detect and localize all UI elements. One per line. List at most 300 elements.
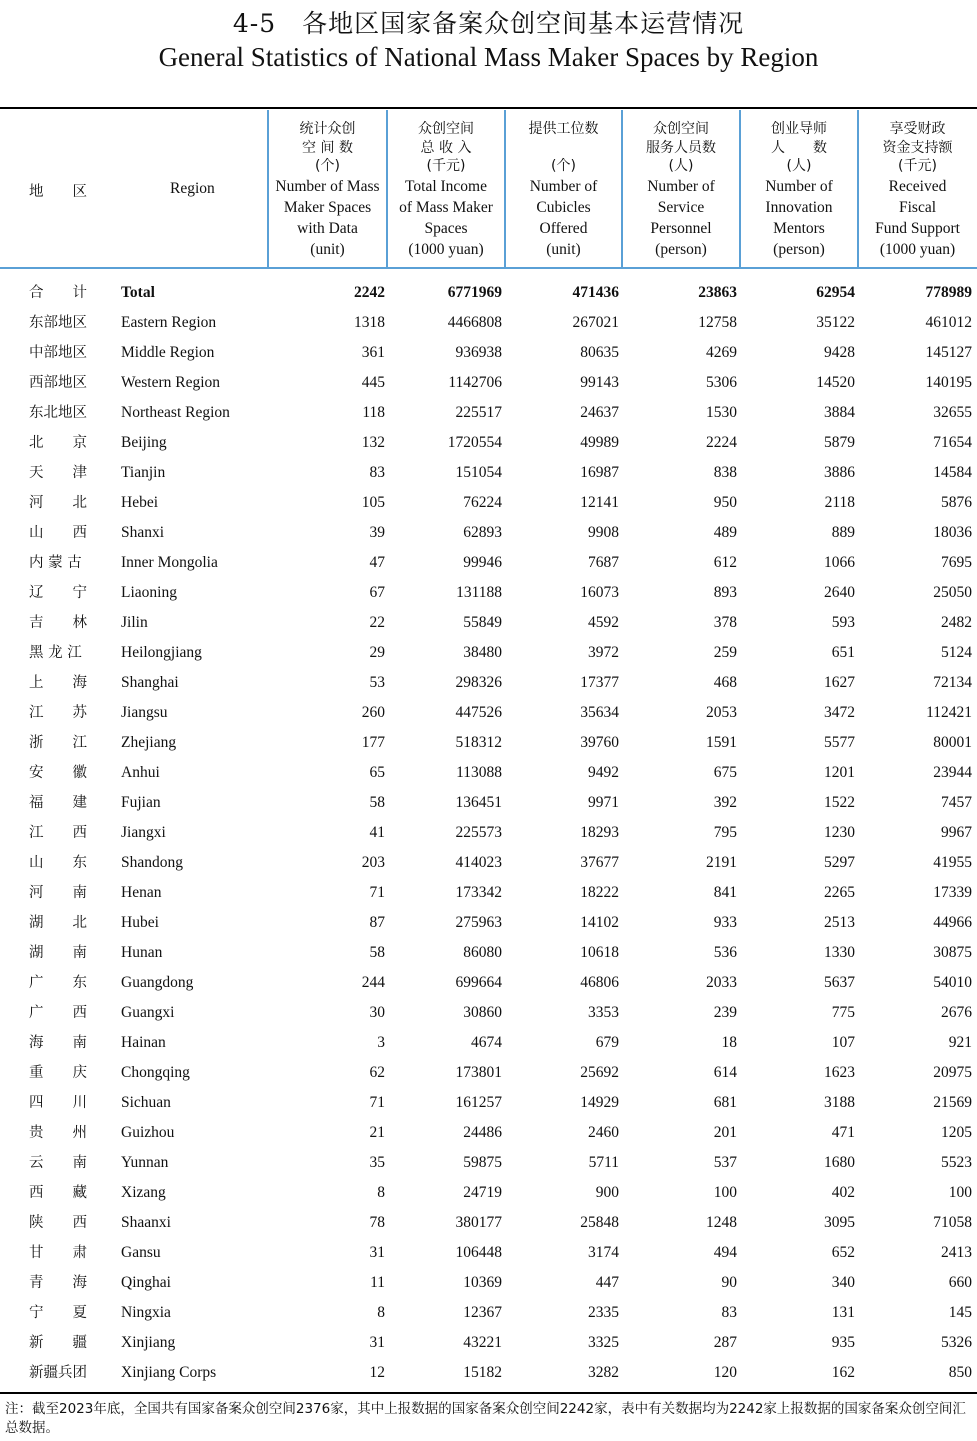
cell-count: 29	[369, 644, 385, 661]
cell-mentors: 35122	[816, 314, 855, 331]
page-title-cn: 4-5 各地区国家备案众创空间基本运营情况	[232, 9, 745, 38]
cell-count: 203	[361, 854, 385, 871]
region-en: Liaoning	[121, 584, 177, 601]
region-cn: 天 津	[29, 465, 87, 481]
cell-fund: 21569	[933, 1094, 972, 1111]
cell-count: 47	[369, 554, 385, 571]
table-row	[0, 908, 977, 938]
cell-fund: 18036	[933, 524, 972, 541]
cell-mentors: 131	[831, 1304, 855, 1321]
cell-cubicles: 16073	[580, 584, 619, 601]
table-row	[0, 608, 977, 638]
column-header-income	[387, 110, 505, 268]
cell-count: 177	[361, 734, 385, 751]
cell-personnel: 893	[713, 584, 737, 601]
cell-fund: 7695	[941, 554, 972, 571]
region-cn: 湖 北	[29, 915, 87, 931]
cell-mentors: 1522	[824, 794, 855, 811]
table-row	[0, 1148, 977, 1178]
cell-mentors: 9428	[824, 344, 855, 361]
cell-income: 699664	[455, 974, 502, 991]
cell-personnel: 612	[713, 554, 737, 571]
cell-income: 161257	[455, 1094, 502, 1111]
region-cn: 青 海	[29, 1275, 87, 1291]
cell-count: 78	[369, 1214, 385, 1231]
cell-mentors: 3188	[824, 1094, 855, 1111]
table-row	[0, 458, 977, 488]
cell-personnel: 18	[721, 1034, 737, 1051]
cell-personnel: 795	[713, 824, 737, 841]
region-cn: 广 西	[29, 1005, 87, 1021]
cell-personnel: 681	[713, 1094, 737, 1111]
cell-mentors: 5577	[824, 734, 855, 751]
cell-income: 113088	[456, 764, 502, 781]
cell-fund: 9967	[941, 824, 972, 841]
cell-mentors: 2265	[824, 884, 855, 901]
footnote: 注：截至2023年底，全国共有国家备案众创空间2376家，其中上报数据的国家备案众创空间2242家，表中有关数据均为2242家上报数据的国家备案众创空间汇总数据。	[5, 1401, 966, 1436]
table-row	[0, 548, 977, 578]
column-header-mentors	[740, 110, 858, 268]
region-cn: 宁 夏	[29, 1305, 87, 1321]
cell-fund: 145127	[925, 344, 972, 361]
cell-income: 6771969	[447, 284, 502, 301]
region-cn: 吉 林	[29, 615, 87, 631]
cell-income: 380177	[455, 1214, 502, 1231]
cell-mentors: 162	[831, 1364, 855, 1381]
table-row	[0, 308, 977, 338]
region-en: Ningxia	[121, 1304, 171, 1321]
region-cn: 新疆兵团	[29, 1365, 87, 1381]
cell-personnel: 4269	[706, 344, 737, 361]
cell-income: 106448	[455, 1244, 502, 1261]
cell-personnel: 201	[713, 1124, 737, 1141]
table-row	[0, 1118, 977, 1148]
region-en: Qinghai	[121, 1274, 171, 1291]
cell-fund: 14584	[933, 464, 972, 481]
region-en: Xinjiang	[121, 1334, 176, 1351]
cell-income: 55849	[463, 614, 502, 631]
region-cn: 新 疆	[29, 1335, 87, 1351]
cell-income: 99946	[463, 554, 502, 571]
cell-income: 24719	[463, 1184, 502, 1201]
cell-fund: 44966	[933, 914, 972, 931]
header-region-cn: 地 区	[29, 184, 87, 200]
cell-mentors: 889	[831, 524, 855, 541]
region-en: Yunnan	[121, 1154, 169, 1171]
cell-fund: 660	[948, 1274, 972, 1291]
table-row	[0, 368, 977, 398]
cell-fund: 20975	[933, 1064, 972, 1081]
region-cn: 西部地区	[29, 375, 87, 391]
cell-fund: 2482	[941, 614, 972, 631]
cell-income: 518312	[455, 734, 502, 751]
cell-fund: 54010	[933, 974, 972, 991]
column-header-cn: 创业导师 人 数 (人)	[771, 121, 827, 174]
region-en: Jiangsu	[121, 704, 168, 721]
cell-count: 71	[369, 884, 385, 901]
column-header-en: Number of Innovation Mentors (person)	[765, 177, 833, 258]
region-en: Chongqing	[121, 1064, 190, 1081]
cell-income: 4466808	[447, 314, 502, 331]
region-cn: 湖 南	[29, 945, 87, 961]
cell-count: 118	[362, 404, 385, 421]
cell-mentors: 402	[831, 1184, 855, 1201]
region-en: Western Region	[121, 374, 221, 391]
cell-income: 936938	[455, 344, 502, 361]
table-row	[0, 1058, 977, 1088]
cell-count: 58	[369, 944, 385, 961]
table-row	[0, 938, 977, 968]
table-row	[0, 1178, 977, 1208]
cell-personnel: 23863	[698, 284, 737, 301]
region-cn: 辽 宁	[29, 585, 87, 601]
region-cn: 山 西	[29, 525, 87, 541]
top-rule	[0, 107, 977, 109]
cell-cubicles: 5711	[588, 1154, 619, 1171]
cell-mentors: 1623	[824, 1064, 855, 1081]
cell-fund: 100	[948, 1184, 972, 1201]
region-cn: 东北地区	[29, 405, 87, 421]
cell-fund: 32655	[933, 404, 972, 421]
region-en: Xizang	[121, 1184, 166, 1201]
cell-fund: 72134	[933, 674, 972, 691]
cell-fund: 71058	[933, 1214, 972, 1231]
cell-mentors: 2513	[824, 914, 855, 931]
cell-cubicles: 3972	[588, 644, 619, 661]
region-en: Hainan	[121, 1034, 166, 1051]
cell-mentors: 3886	[824, 464, 855, 481]
cell-mentors: 3472	[824, 704, 855, 721]
cell-income: 173801	[455, 1064, 502, 1081]
cell-count: 53	[369, 674, 385, 691]
cell-fund: 921	[948, 1034, 972, 1051]
cell-count: 83	[369, 464, 385, 481]
table-row	[0, 638, 977, 668]
cell-mentors: 3884	[824, 404, 855, 421]
cell-cubicles: 3174	[588, 1244, 619, 1261]
cell-mentors: 2640	[824, 584, 855, 601]
cell-count: 58	[369, 794, 385, 811]
cell-count: 39	[369, 524, 385, 541]
cell-count: 67	[369, 584, 385, 601]
cell-income: 1720554	[447, 434, 502, 451]
cell-cubicles: 471436	[572, 284, 619, 301]
cell-personnel: 675	[713, 764, 737, 781]
cell-cubicles: 39760	[580, 734, 619, 751]
cell-cubicles: 267021	[572, 314, 619, 331]
region-cn: 北 京	[29, 435, 87, 451]
cell-cubicles: 3353	[588, 1004, 619, 1021]
cell-fund: 1205	[941, 1124, 972, 1141]
cell-mentors: 3095	[824, 1214, 855, 1231]
cell-personnel: 950	[713, 494, 737, 511]
cell-personnel: 1591	[706, 734, 737, 751]
cell-count: 22	[369, 614, 385, 631]
cell-cubicles: 99143	[580, 374, 619, 391]
cell-personnel: 494	[713, 1244, 737, 1261]
region-cn: 上 海	[29, 675, 87, 691]
cell-cubicles: 2460	[588, 1124, 619, 1141]
cell-fund: 461012	[925, 314, 972, 331]
region-en: Anhui	[121, 764, 160, 781]
cell-cubicles: 9492	[588, 764, 619, 781]
region-en: Jiangxi	[121, 824, 166, 841]
cell-cubicles: 37677	[580, 854, 619, 871]
cell-income: 86080	[463, 944, 502, 961]
region-cn: 重 庆	[29, 1065, 87, 1081]
region-cn: 云 南	[29, 1155, 87, 1171]
cell-count: 8	[377, 1304, 385, 1321]
table-row	[0, 488, 977, 518]
region-cn: 四 川	[29, 1095, 87, 1111]
cell-cubicles: 10618	[580, 944, 619, 961]
cell-income: 62893	[463, 524, 502, 541]
cell-cubicles: 46806	[580, 974, 619, 991]
region-cn: 河 北	[29, 495, 87, 511]
region-cn: 中部地区	[29, 345, 87, 361]
region-en: Middle Region	[121, 344, 215, 361]
cell-count: 31	[369, 1334, 385, 1351]
cell-mentors: 5879	[824, 434, 855, 451]
cell-fund: 850	[948, 1364, 972, 1381]
cell-income: 131188	[456, 584, 502, 601]
region-cn: 江 西	[29, 825, 87, 841]
cell-income: 30860	[463, 1004, 502, 1021]
cell-count: 3	[377, 1034, 385, 1051]
table-row	[0, 998, 977, 1028]
table-row	[0, 1028, 977, 1058]
cell-fund: 5523	[941, 1154, 972, 1171]
cell-personnel: 239	[713, 1004, 737, 1021]
cell-personnel: 536	[713, 944, 737, 961]
region-en: Henan	[121, 884, 162, 901]
cell-mentors: 5297	[824, 854, 855, 871]
cell-mentors: 652	[831, 1244, 855, 1261]
region-cn: 福 建	[29, 795, 87, 811]
cell-cubicles: 447	[595, 1274, 619, 1291]
cell-count: 31	[369, 1244, 385, 1261]
table-row	[0, 788, 977, 818]
cell-income: 12367	[463, 1304, 502, 1321]
cell-count: 62	[369, 1064, 385, 1081]
region-en: Guizhou	[121, 1124, 175, 1141]
cell-count: 21	[369, 1124, 385, 1141]
region-en: Shanxi	[121, 524, 165, 541]
cell-count: 12	[369, 1364, 385, 1381]
cell-income: 15182	[463, 1364, 502, 1381]
cell-fund: 41955	[933, 854, 972, 871]
table-row	[0, 968, 977, 998]
cell-cubicles: 49989	[580, 434, 619, 451]
table-row	[0, 1268, 977, 1298]
table-row	[0, 578, 977, 608]
cell-income: 136451	[455, 794, 502, 811]
cell-fund: 7457	[941, 794, 972, 811]
region-en: Inner Mongolia	[121, 554, 218, 571]
cell-cubicles: 2335	[588, 1304, 619, 1321]
table-row	[0, 668, 977, 698]
cell-income: 414023	[455, 854, 502, 871]
cell-count: 41	[369, 824, 385, 841]
cell-fund: 25050	[933, 584, 972, 601]
cell-personnel: 2191	[706, 854, 737, 871]
header-region-en: Region	[170, 180, 215, 197]
total-row	[0, 278, 977, 308]
cell-cubicles: 24637	[580, 404, 619, 421]
column-header-fund	[858, 110, 977, 268]
cell-personnel: 489	[713, 524, 737, 541]
region-cn: 内 蒙 古	[29, 555, 82, 571]
cell-income: 298326	[455, 674, 502, 691]
cell-income: 225573	[455, 824, 502, 841]
cell-mentors: 340	[831, 1274, 855, 1291]
table-row	[0, 728, 977, 758]
cell-personnel: 287	[713, 1334, 737, 1351]
column-header-en: Number of Mass Maker Spaces with Data (unit)	[275, 177, 380, 258]
table-row	[0, 878, 977, 908]
cell-fund: 5326	[941, 1334, 972, 1351]
cell-mentors: 1330	[824, 944, 855, 961]
cell-personnel: 2033	[706, 974, 737, 991]
cell-fund: 71654	[933, 434, 972, 451]
cell-cubicles: 900	[595, 1184, 619, 1201]
region-cn: 陕 西	[29, 1215, 87, 1231]
region-en: Beijing	[121, 434, 167, 451]
cell-mentors: 1680	[824, 1154, 855, 1171]
region-cn: 贵 州	[29, 1125, 87, 1141]
cell-personnel: 12758	[698, 314, 737, 331]
column-header-count	[268, 110, 387, 268]
cell-cubicles: 4592	[588, 614, 619, 631]
cell-fund: 140195	[925, 374, 972, 391]
cell-cubicles: 7687	[588, 554, 619, 571]
cell-count: 30	[369, 1004, 385, 1021]
region-cn: 西 藏	[29, 1185, 87, 1201]
cell-cubicles: 14102	[580, 914, 619, 931]
cell-cubicles: 18293	[580, 824, 619, 841]
table-row	[0, 1208, 977, 1238]
cell-income: 59875	[463, 1154, 502, 1171]
cell-cubicles: 9908	[588, 524, 619, 541]
cell-mentors: 5637	[824, 974, 855, 991]
cell-count: 260	[361, 704, 385, 721]
cell-cubicles: 18222	[580, 884, 619, 901]
region-cn: 合 计	[29, 285, 87, 301]
cell-fund: 2413	[941, 1244, 972, 1261]
cell-income: 447526	[455, 704, 502, 721]
cell-fund: 5876	[941, 494, 972, 511]
cell-income: 1142706	[448, 374, 502, 391]
region-en: Guangxi	[121, 1004, 175, 1021]
column-header-cn: 众创空间 服务人员数 (人)	[646, 121, 716, 174]
region-cn: 江 苏	[29, 705, 87, 721]
table-row	[0, 848, 977, 878]
cell-cubicles: 25848	[580, 1214, 619, 1231]
cell-count: 65	[369, 764, 385, 781]
cell-fund: 23944	[933, 764, 972, 781]
cell-count: 8	[377, 1184, 385, 1201]
cell-income: 4674	[471, 1034, 502, 1051]
cell-personnel: 120	[713, 1364, 737, 1381]
column-header-cubicles	[505, 110, 622, 268]
cell-personnel: 2224	[706, 434, 737, 451]
region-cn: 山 东	[29, 855, 87, 871]
cell-personnel: 537	[713, 1154, 737, 1171]
region-en: Hubei	[121, 914, 159, 931]
cell-income: 76224	[463, 494, 502, 511]
column-header-cn: 统计众创 空 间 数 (个)	[299, 121, 356, 174]
cell-personnel: 1530	[706, 404, 737, 421]
region-en: Hunan	[121, 944, 163, 961]
cell-personnel: 392	[713, 794, 737, 811]
cell-mentors: 593	[831, 614, 855, 631]
bottom-rule	[0, 1392, 977, 1394]
cell-income: 10369	[463, 1274, 502, 1291]
cell-fund: 2676	[941, 1004, 972, 1021]
cell-mentors: 775	[831, 1004, 855, 1021]
cell-personnel: 841	[713, 884, 737, 901]
cell-mentors: 1201	[824, 764, 855, 781]
cell-cubicles: 3282	[588, 1364, 619, 1381]
cell-personnel: 2053	[706, 704, 737, 721]
column-header-en: Number of Service Personnel (person)	[647, 177, 715, 258]
cell-income: 43221	[463, 1334, 502, 1351]
table-row	[0, 1298, 977, 1328]
column-header-personnel	[622, 110, 740, 268]
cell-mentors: 1627	[824, 674, 855, 691]
region-cn: 安 徽	[29, 765, 87, 781]
region-cn: 海 南	[29, 1035, 87, 1051]
region-en: Hebei	[121, 494, 159, 511]
region-en: Shaanxi	[121, 1214, 171, 1231]
table-row	[0, 818, 977, 848]
cell-fund: 778989	[925, 284, 972, 301]
cell-personnel: 933	[713, 914, 737, 931]
table-row	[0, 698, 977, 728]
table-row	[0, 398, 977, 428]
column-header-cn: 众创空间 总 收 入 (千元)	[418, 121, 474, 174]
table-row	[0, 338, 977, 368]
cell-cubicles: 35634	[580, 704, 619, 721]
region-cn: 黑 龙 江	[29, 645, 82, 661]
cell-count: 1318	[354, 314, 385, 331]
table-row	[0, 1088, 977, 1118]
cell-personnel: 259	[713, 644, 737, 661]
column-header-en: Received Fiscal Fund Support (1000 yuan)	[875, 177, 960, 258]
cell-fund: 80001	[933, 734, 972, 751]
region-en: Gansu	[121, 1244, 161, 1261]
cell-personnel: 378	[713, 614, 737, 631]
cell-personnel: 614	[713, 1064, 737, 1081]
cell-count: 71	[369, 1094, 385, 1111]
cell-cubicles: 25692	[580, 1064, 619, 1081]
region-en: Northeast Region	[121, 404, 230, 421]
cell-income: 275963	[455, 914, 502, 931]
cell-fund: 5124	[941, 644, 972, 661]
cell-fund: 112421	[926, 704, 972, 721]
cell-cubicles: 9971	[588, 794, 619, 811]
region-en: Tianjin	[121, 464, 166, 481]
cell-income: 24486	[463, 1124, 502, 1141]
cell-fund: 145	[948, 1304, 972, 1321]
cell-cubicles: 679	[595, 1034, 619, 1051]
region-cn: 浙 江	[29, 735, 87, 751]
cell-cubicles: 17377	[580, 674, 619, 691]
cell-income: 151054	[455, 464, 502, 481]
table-row	[0, 758, 977, 788]
cell-personnel: 5306	[706, 374, 737, 391]
cell-mentors: 14520	[816, 374, 855, 391]
